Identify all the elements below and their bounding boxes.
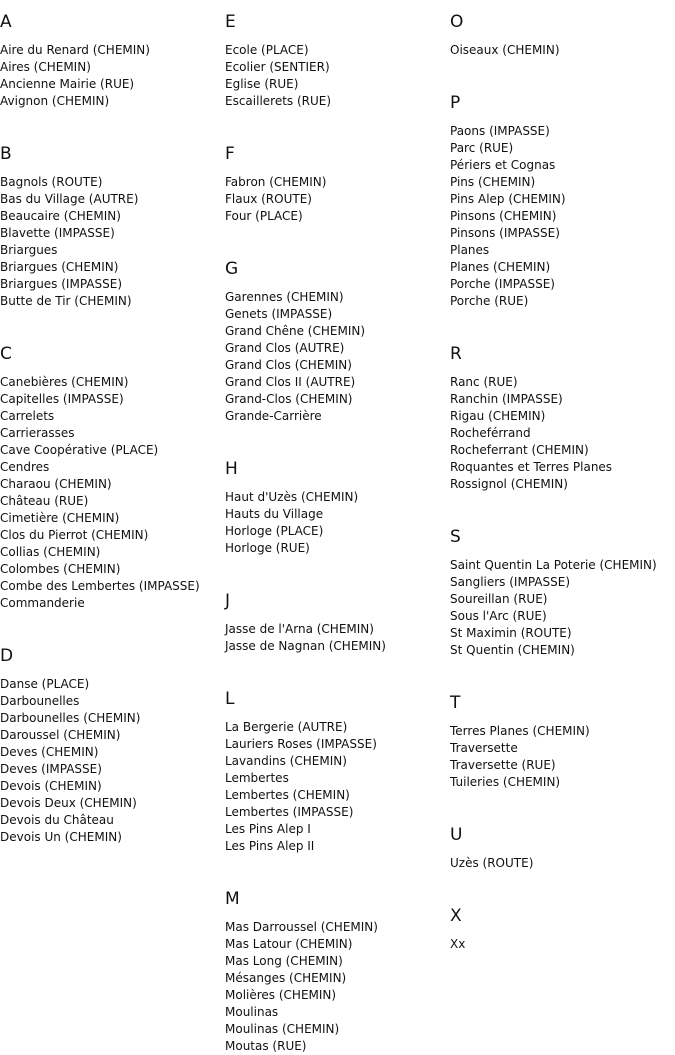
street-entry[interactable]: Flaux (ROUTE): [225, 192, 312, 206]
street-entry[interactable]: Jasse de l'Arna (CHEMIN): [225, 622, 374, 636]
letter-section: [225, 677, 447, 855]
street-entry[interactable]: Roquantes et Terres Planes: [450, 460, 613, 474]
letter-section: [450, 81, 675, 310]
street-entry[interactable]: Bas du Village (AUTRE): [0, 192, 139, 206]
street-entry[interactable]: Four (PLACE): [225, 209, 303, 223]
street-index-column-1: [0, 0, 222, 846]
street-entry[interactable]: Ancienne Mairie (RUE): [0, 77, 135, 91]
letter-section: [450, 0, 675, 59]
street-list: [225, 289, 447, 425]
street-entry[interactable]: Lembertes: [225, 771, 289, 785]
letter-heading: C: [0, 344, 12, 364]
street-entry[interactable]: Lembertes (IMPASSE): [225, 805, 354, 819]
letter-heading: E: [225, 12, 236, 32]
section-spacer: [225, 855, 447, 877]
street-entry[interactable]: Beaucaire (CHEMIN): [0, 209, 121, 223]
street-entry[interactable]: Cimetière (CHEMIN): [0, 511, 120, 525]
letter-heading: U: [450, 825, 463, 845]
street-entry[interactable]: Commanderie: [0, 596, 85, 610]
street-entry[interactable]: Sangliers (IMPASSE): [450, 575, 570, 589]
street-entry[interactable]: Colombes (CHEMIN): [0, 562, 121, 576]
street-entry[interactable]: Clos du Pierrot (CHEMIN): [0, 528, 149, 542]
letter-heading: S: [450, 527, 461, 547]
street-entry[interactable]: Cendres: [0, 460, 50, 474]
street-entry[interactable]: Grand Clos (AUTRE): [225, 341, 345, 355]
section-spacer: [0, 612, 222, 634]
section-spacer: [450, 59, 675, 81]
section-spacer: [450, 872, 675, 894]
street-entry[interactable]: Devois (CHEMIN): [0, 779, 102, 793]
letter-heading: G: [225, 259, 239, 279]
section-spacer: [225, 110, 447, 132]
street-list: [0, 676, 222, 846]
street-entry[interactable]: Butte de Tir (CHEMIN): [0, 294, 132, 308]
street-entry[interactable]: Lembertes (CHEMIN): [225, 788, 350, 802]
street-index-column-3: [450, 0, 675, 953]
street-list: [225, 621, 447, 655]
section-spacer: [450, 310, 675, 332]
letter-heading: P: [450, 93, 461, 113]
street-list: [450, 123, 675, 310]
letter-section: [450, 681, 675, 791]
street-list: [450, 723, 675, 791]
section-spacer: [450, 791, 675, 813]
street-entry[interactable]: Les Pins Alep II: [225, 839, 315, 853]
street-list: [225, 489, 447, 557]
street-list: [450, 42, 675, 59]
street-entry[interactable]: Traversette (RUE): [450, 758, 556, 772]
letter-heading: T: [450, 693, 461, 713]
street-list: [0, 174, 222, 310]
street-entry[interactable]: Briargues (IMPASSE): [0, 277, 122, 291]
street-entry[interactable]: Bagnols (ROUTE): [0, 175, 103, 189]
street-entry[interactable]: Horloge (RUE): [225, 541, 310, 555]
street-entry[interactable]: Château (RUE): [0, 494, 89, 508]
street-entry[interactable]: Périers et Cognas: [450, 158, 556, 172]
street-list: [0, 374, 222, 612]
street-list: [0, 42, 222, 110]
street-entry[interactable]: Hauts du Village: [225, 507, 324, 521]
letter-heading: H: [225, 459, 238, 479]
letter-section: [450, 515, 675, 659]
street-entry[interactable]: Ranc (RUE): [450, 375, 518, 389]
section-spacer: [450, 659, 675, 681]
street-entry[interactable]: Xx: [450, 937, 466, 951]
street-list: [450, 936, 675, 953]
street-entry[interactable]: Mas Darroussel (CHEMIN): [225, 920, 378, 934]
street-entry[interactable]: Planes: [450, 243, 490, 257]
street-entry[interactable]: Saint Quentin La Poterie (CHEMIN): [450, 558, 657, 572]
street-list: [450, 855, 675, 872]
section-spacer: [450, 493, 675, 515]
letter-heading: M: [225, 889, 240, 909]
street-entry[interactable]: Carrierasses: [0, 426, 75, 440]
letter-heading: F: [225, 144, 235, 164]
street-entry[interactable]: Ecole (PLACE): [225, 43, 309, 57]
street-entry[interactable]: Oiseaux (CHEMIN): [450, 43, 560, 57]
street-list: [225, 174, 447, 225]
street-entry[interactable]: Darbounelles (CHEMIN): [0, 711, 141, 725]
street-entry[interactable]: Avignon (CHEMIN): [0, 94, 110, 108]
street-entry[interactable]: Briargues: [0, 243, 58, 257]
street-entry[interactable]: Devois Un (CHEMIN): [0, 830, 122, 844]
street-entry[interactable]: Haut d'Uzès (CHEMIN): [225, 490, 359, 504]
letter-heading: O: [450, 12, 464, 32]
street-entry[interactable]: La Bergerie (AUTRE): [225, 720, 348, 734]
street-entry[interactable]: Blavette (IMPASSE): [0, 226, 115, 240]
street-entry[interactable]: Carrelets: [0, 409, 55, 423]
street-entry[interactable]: Porche (RUE): [450, 294, 529, 308]
letter-section: [225, 247, 447, 425]
street-entry[interactable]: Les Pins Alep I: [225, 822, 311, 836]
street-entry[interactable]: Porche (IMPASSE): [450, 277, 555, 291]
street-entry[interactable]: Parc (RUE): [450, 141, 514, 155]
street-entry[interactable]: Mas Latour (CHEMIN): [225, 937, 353, 951]
letter-section: [225, 877, 447, 1055]
street-list: [450, 374, 675, 493]
street-entry[interactable]: Mas Long (CHEMIN): [225, 954, 343, 968]
street-entry[interactable]: Jasse de Nagnan (CHEMIN): [225, 639, 386, 653]
street-entry[interactable]: Charaou (CHEMIN): [0, 477, 112, 491]
street-entry[interactable]: Cave Coopérative (PLACE): [0, 443, 159, 457]
street-entry[interactable]: Pinsons (CHEMIN): [450, 209, 557, 223]
street-list: [450, 557, 675, 659]
street-entry[interactable]: Horloge (PLACE): [225, 524, 324, 538]
letter-heading: B: [0, 144, 12, 164]
section-spacer: [0, 110, 222, 132]
section-spacer: [225, 655, 447, 677]
letter-section: [0, 0, 222, 110]
street-entry[interactable]: Aire du Renard (CHEMIN): [0, 43, 150, 57]
street-entry[interactable]: Lavandins (CHEMIN): [225, 754, 347, 768]
letter-section: [450, 813, 675, 872]
street-entry[interactable]: Collias (CHEMIN): [0, 545, 101, 559]
street-entry[interactable]: Eglise (RUE): [225, 77, 299, 91]
street-entry[interactable]: Moulinas (CHEMIN): [225, 1022, 340, 1036]
letter-heading: R: [450, 344, 462, 364]
street-entry[interactable]: Capitelles (IMPASSE): [0, 392, 124, 406]
street-entry[interactable]: Devois du Château: [0, 813, 114, 827]
street-entry[interactable]: Mésanges (CHEMIN): [225, 971, 347, 985]
street-entry[interactable]: Ecolier (SENTIER): [225, 60, 330, 74]
street-entry[interactable]: Rocheférrand: [450, 426, 531, 440]
street-entry[interactable]: Garennes (CHEMIN): [225, 290, 344, 304]
street-entry[interactable]: Moulinas: [225, 1005, 279, 1019]
section-spacer: [225, 557, 447, 579]
letter-heading: D: [0, 646, 14, 666]
street-entry[interactable]: Grand Clos II (AUTRE): [225, 375, 356, 389]
street-entry[interactable]: Fabron (CHEMIN): [225, 175, 327, 189]
street-entry[interactable]: Rocheferrant (CHEMIN): [450, 443, 589, 457]
letter-heading: X: [450, 906, 462, 926]
section-spacer: [225, 225, 447, 247]
street-entry[interactable]: Uzès (ROUTE): [450, 856, 534, 870]
street-entry[interactable]: Pinsons (IMPASSE): [450, 226, 560, 240]
street-entry[interactable]: Paons (IMPASSE): [450, 124, 550, 138]
street-entry[interactable]: Sous l'Arc (RUE): [450, 609, 547, 623]
street-entry[interactable]: Aires (CHEMIN): [0, 60, 91, 74]
street-entry[interactable]: Grande-Carrière: [225, 409, 322, 423]
street-entry[interactable]: Lauriers Roses (IMPASSE): [225, 737, 377, 751]
street-entry[interactable]: Canebières (CHEMIN): [0, 375, 129, 389]
letter-heading: J: [225, 591, 231, 611]
street-entry[interactable]: Pins (CHEMIN): [450, 175, 536, 189]
street-entry[interactable]: Danse (PLACE): [0, 677, 90, 691]
section-spacer: [0, 310, 222, 332]
street-entry[interactable]: Tuileries (CHEMIN): [450, 775, 561, 789]
letter-section: [225, 579, 447, 655]
section-spacer: [225, 425, 447, 447]
street-entry[interactable]: Daroussel (CHEMIN): [0, 728, 121, 742]
street-list: [225, 919, 447, 1055]
street-entry[interactable]: Genets (IMPASSE): [225, 307, 333, 321]
letter-section: [225, 132, 447, 225]
street-entry[interactable]: Rossignol (CHEMIN): [450, 477, 568, 491]
street-index-column-2: [225, 0, 447, 1055]
street-entry[interactable]: Combe des Lembertes (IMPASSE): [0, 579, 200, 593]
street-list: [225, 42, 447, 110]
street-entry[interactable]: St Maximin (ROUTE): [450, 626, 572, 640]
street-entry[interactable]: Moutas (RUE): [225, 1039, 307, 1053]
letter-section: [450, 332, 675, 493]
street-entry[interactable]: Devois Deux (CHEMIN): [0, 796, 137, 810]
street-entry[interactable]: Planes (CHEMIN): [450, 260, 551, 274]
street-entry[interactable]: Molières (CHEMIN): [225, 988, 337, 1002]
letter-section: [0, 132, 222, 310]
street-entry[interactable]: Rigau (CHEMIN): [450, 409, 546, 423]
street-entry[interactable]: Traversette: [450, 741, 518, 755]
street-entry[interactable]: Ranchin (IMPASSE): [450, 392, 563, 406]
street-entry[interactable]: Briargues (CHEMIN): [0, 260, 119, 274]
street-entry[interactable]: Pins Alep (CHEMIN): [450, 192, 566, 206]
street-entry[interactable]: Deves (IMPASSE): [0, 762, 102, 776]
street-entry[interactable]: Deves (CHEMIN): [0, 745, 99, 759]
street-entry[interactable]: Grand Clos (CHEMIN): [225, 358, 352, 372]
letter-section: [0, 332, 222, 612]
street-entry[interactable]: St Quentin (CHEMIN): [450, 643, 575, 657]
letter-section: [450, 894, 675, 953]
street-entry[interactable]: Soureillan (RUE): [450, 592, 548, 606]
letter-section: [0, 634, 222, 846]
letter-heading: L: [225, 689, 235, 709]
street-list: [225, 719, 447, 855]
letter-section: [225, 447, 447, 557]
street-entry[interactable]: Grand-Clos (CHEMIN): [225, 392, 353, 406]
letter-heading: A: [0, 12, 12, 32]
street-entry[interactable]: Escaillerets (RUE): [225, 94, 332, 108]
street-entry[interactable]: Grand Chêne (CHEMIN): [225, 324, 366, 338]
letter-section: [225, 0, 447, 110]
street-entry[interactable]: Darbounelles: [0, 694, 80, 708]
street-entry[interactable]: Terres Planes (CHEMIN): [450, 724, 590, 738]
